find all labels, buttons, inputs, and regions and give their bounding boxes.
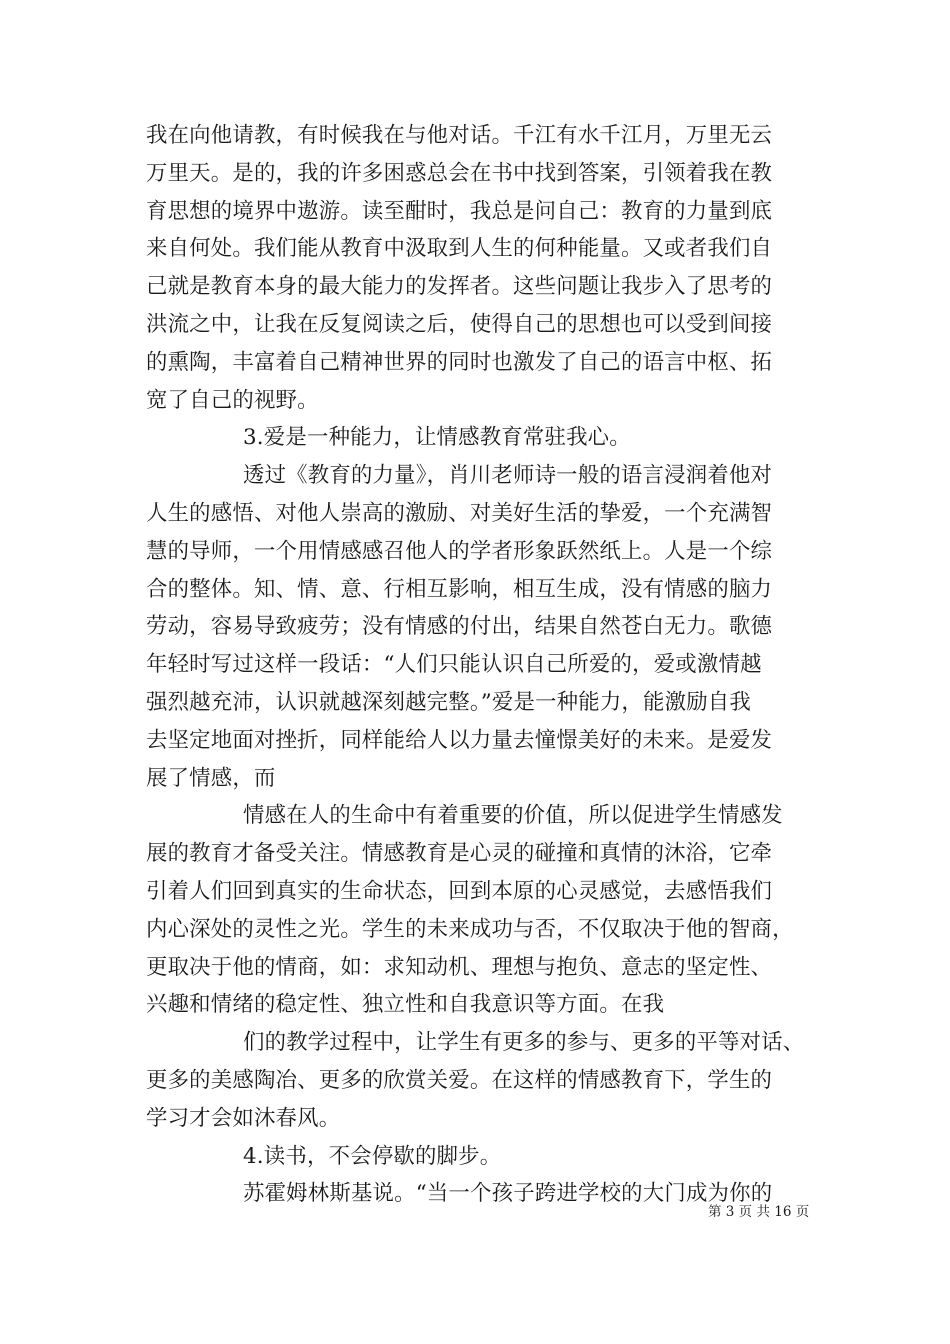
text-line: 更取决于他的情商，如：求知动机、理想与抱负、意志的坚定性、 [146, 954, 773, 980]
text-line: 宽了自己的视野。 [146, 387, 319, 413]
text-line: 年轻时写过这样一段话：“人们只能认识自己所爱的，爱或激情越 [146, 652, 762, 678]
text-line: 们的教学过程中，让学生有更多的参与、更多的平等对话、 [243, 1030, 805, 1056]
text-line: 展的教育才备受关注。情感教育是心灵的碰撞和真情的沐浴，它牵 [146, 841, 773, 867]
text-line: 苏霍姆林斯基说。“当一个孩子跨进学校的大门成为你的 [243, 1181, 773, 1207]
text-line: 展了情感，而 [146, 765, 276, 791]
text-line: 透过《教育的力量》，肖川老师诗一般的语言浸润着他对 [243, 463, 773, 489]
text-line: 万里天。是的，我的许多困惑总会在书中找到答案，引领着我在教 [146, 160, 773, 186]
text-line: 引着人们回到真实的生命状态，回到本原的心灵感觉，去感悟我们 [146, 878, 773, 904]
text-line: 合的整体。知、情、意、行相互影响，相互生成，没有情感的脑力 [146, 576, 773, 602]
text-line: 劳动，容易导致疲劳；没有情感的付出，结果自然苍白无力。歌德 [146, 614, 773, 640]
text-line: 育思想的境界中遨游。读至酣时，我总是问自己：教育的力量到底 [146, 198, 773, 224]
text-line: 洪流之中，让我在反复阅读之后，使得自己的思想也可以受到间接 [146, 311, 773, 337]
text-line: 兴趣和情绪的稳定性、独立性和自我意识等方面。在我 [146, 992, 665, 1018]
text-line: 去坚定地面对挫折，同样能给人以力量去憧憬美好的未来。是爱发 [146, 727, 773, 753]
text-line: 己就是教育本身的最大能力的发挥者。这些问题让我步入了思考的 [146, 274, 773, 300]
section-heading: 4.读书，不会停歇的脚步。 [243, 1143, 502, 1169]
text-line: 慧的导师，一个用情感感召他人的学者形象跃然纸上。人是一个综 [146, 538, 773, 564]
page-number-footer: 第 3 页 共 16 页 [708, 1204, 810, 1220]
text-line: 情感在人的生命中有着重要的价值，所以促进学生情感发 [243, 803, 783, 829]
text-line: 内心深处的灵性之光。学生的未来成功与否，不仅取决于他的智商， [146, 916, 794, 942]
text-line: 我在向他请教，有时候我在与他对话。千江有水千江月，万里无云 [146, 123, 773, 148]
text-line: 来自何处。我们能从教育中汲取到人生的何种能量。又或者我们自 [146, 236, 773, 262]
text-line: 学习才会如沐春风。 [146, 1105, 341, 1131]
text-line: 更多的美感陶冶、更多的欣赏关爱。在这样的情感教育下，学生的 [146, 1067, 773, 1093]
text-line: 强烈越充沛，认识就越深刻越完整。”爱是一种能力，能激励自我 [146, 689, 751, 715]
text-line: 的熏陶，丰富着自己精神世界的同时也激发了自己的语言中枢、拓 [146, 349, 773, 375]
body-text [146, 117, 816, 1213]
section-heading: 3.爱是一种能力，让情感教育常驻我心。 [243, 425, 631, 451]
text-line: 人生的感悟、对他人崇高的激励、对美好生活的挚爱，一个充满智 [146, 500, 773, 526]
